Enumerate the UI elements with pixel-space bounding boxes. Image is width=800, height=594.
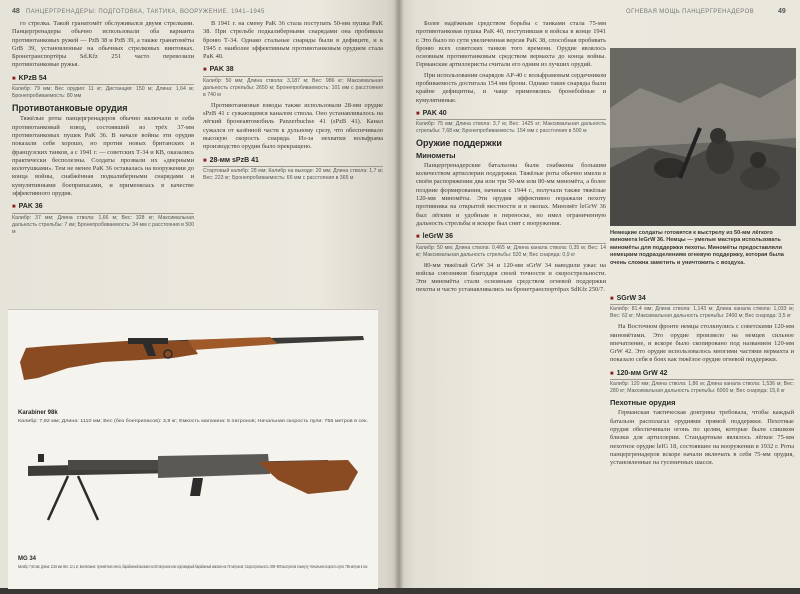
figure1-caption-title: Karabiner 98k (18, 410, 58, 416)
page-number-left: 48 (12, 8, 20, 15)
running-head-right: ОГНЕВАЯ МОЩЬ ПАНЦЕРГРЕНАДЕРОВ (626, 9, 755, 15)
paragraph: Панцергренадерские батальоны были снабжены большим количеством артиллерии поддержки. Тяжёлые роты обычно имели в своём распоряжении два или три 50-мм или 80-мм миномёта, а более поздние формирования, начиная с 1944 г., получали также тяжёлые 120-мм миномёты. Эти орудия эффективно поражали пехоту противника на открытой местности и в окопах. Миномёт leGrW 36 был лёгким и удобным в переноске, но имел ограниченную дальность стрельбы и вскоре был снят с вооружения. (416, 161, 606, 227)
weapon-spec: Калибр: 50 мм; Длина ствола: 3,187 м; Вес: 986 кг; Максимальная дальность стрельбы: 2650 м; Бронепробиваемость: 101 мм с расстояния в 740 м (203, 77, 383, 98)
paragraph: го стрелка. Такой гранатомёт обслуживался двумя стрелками. Панцергренадеры обычно использовали оба варианта противотанковых ружей — PzB 38 и PzB 39, а также гранатомёты GrB 39, установленные на обычных стрелковых винтовках. Бронетранспортёры Sd.Kfz 251 часто перевозили противотанковые ружья. (12, 20, 194, 69)
weapon-heading: ■ KPzB 54 (12, 75, 194, 83)
subsection-heading: Пехотные орудия (610, 398, 676, 408)
subsection-heading: Минометы (416, 150, 456, 160)
weapon-spec: Калибр: 37 мм; Длина ствола: 1,66 м; Вес: 328 кг; Максимальная дальность стрельбы: 7 км; Бронепробиваемость: 34 мм с расстояния в 500 м (12, 214, 194, 235)
figure2-caption-text: Калибр: 7,92 мм; Длина: 1219 мм; Вес: 12,1 кг; Боепитание: пулемётная лента, барабанный магазин на 50 патронов или седловидный барабанный магазин на 75 патронов; Скорострельность: 800–900 выстрелов в минуту; Начальная скорость пули: 755 метров в сек. (18, 564, 368, 569)
right-column-2 (610, 290, 794, 588)
weapons-figure (8, 309, 378, 589)
paragraph: Германская тактическая доктрина требовала, чтобы каждый батальон располагал орудиями прямой поддержки. Пехотные орудия обеспечивали огонь по целям, которые были слишком близки для артиллерии. Стандартным являлось лёгкое 75-мм пехотное орудие leIG 18, состоявшее на вооружении в 1932 г. Роты панцергренадеров вскоре начали включать в себя 75-мм орудия, установленные на гусеничных шасси. (610, 409, 794, 467)
paragraph: Тяжёлые роты панцергренадеров обычно включали в себя противотанковый взвод, состоявший из трёх 37-мм противотанковых пушек PaK 36. В начале войны эти орудия показали себя хорошо, но против новых британских и французских танков, а с 1941 г. — советских Т-34 и КВ, оказались практически бесполезны. Солдаты прозвали их «дверными колотушками». Тем не менее PaK 36 оставалась на вооружении до конца войны, снабжённая подкалиберными снарядами и кумулятивными боеприпасами, и применялась в качестве эффективного орудия. (12, 115, 194, 198)
left-column-2 (203, 20, 383, 308)
book-gutter (394, 0, 404, 588)
photo-caption: Немецкие солдаты готовятся к выстрелу из 50-мм лёгкого миномета leGrW 36. Немцы — умелые мастера использовать миномёты для поддержки пехоты. Миномёты предоставляли немецким подразделениям огневую поддержку, которая была очень сложна заметить и уничтожить с воздуха. (610, 230, 784, 266)
paragraph: Более надёжным средством борьбы с танками стала 75-мм противотанковая пушка PaK 40, поступившая в войска в конце 1941 г. Это было по сути увеличенная версия PaK 38, способная пробивать броню всех советских танков того времени. Орудие являлось основным противотанковым средством вермахта до конца войны. Германские артиллеристы считали его одним из лучших орудий. (416, 20, 606, 69)
running-head-left: ПАНЦЕРГРЕНАДЕРЫ: ПОДГОТОВКА, ТАКТИКА, ВООРУЖЕНИЕ. 1941–1945 (26, 9, 265, 15)
figure1-caption-text: Калибр: 7,92 мм; Длина: 1110 мм; Вес (без боеприпасов): 3,9 кг; Емкость магазина: 5 патронов; Начальная скорость пули: 755 метров в сек. (18, 418, 368, 423)
weapon-heading: ■ PAK 40 (416, 110, 606, 118)
paragraph: В 1941 г. на смену PaK 36 стала поступать 50-мм пушка PaK 38. При стрельбе подкалиберными снарядами она пробивала броню Т-34. Однако стальные снаряды были в дефиците, и к 1945 г. наиболее эффективным противотанковым орудием стала PaK 40. (203, 20, 383, 61)
paragraph: При использовании снарядов AP-40 с вольфрамовым сердечником пробиваемость достигала 154 мм брони. Однако такие снаряды были крайне дефицитны, и чаще применялись бронебойные и кумулятивные. (416, 71, 606, 104)
figure2-caption-title: MG 34 (18, 556, 37, 562)
paragraph: 80-мм тяжёлый GrW 34 и 120-мм sGrW 34 наводили ужас на войска союзников благодаря своей точности и скорострельности. Эти миномёты стали основным средством огневой поддержки пехоты и часто устанавливались на бронетранспортёрах SdKfz 250/7. (416, 261, 606, 294)
weapon-spec: Калибр: 50 мм; Длина ствола: 0,465 м; Длина канала ствола: 0,35 м; Вес: 14 кг; Максимальная дальность стрельбы: 520 м; Вес снаряда: 0,9 кг (416, 244, 606, 258)
weapon-heading: ■ leGrW 36 (416, 233, 606, 241)
photo-illustration (610, 48, 796, 226)
weapons-illustration (8, 310, 378, 589)
weapon-spec: Калибр: 75 мм; Длина ствола: 3,7 м; Вес: 1425 кг; Максимальная дальность стрельбы: 7,68 км; Бронепробиваемость: 154 мм с расстояния в 500 м (416, 121, 606, 135)
weapon-heading: ■ PAK 36 (12, 203, 194, 211)
right-column-1 (416, 20, 606, 588)
left-column-1 (12, 20, 194, 308)
section-heading: Противотанковые орудия (12, 103, 128, 114)
weapon-heading: ■ 120-мм GrW 42 (610, 370, 794, 378)
weapon-spec: Калибр: 79 мм; Вес орудия: 11 кг; Дистанция: 150 м; Длина: 1,64 м; Бронепробиваемость: 80 мм (12, 86, 194, 100)
rifle-illustration (20, 336, 364, 380)
paragraph: Противотанковые взводы также использовали 28-мм орудие sPzB 41 с сужающимся каналом ствола. Оно устанавливалось на лёгкий бронеавтомобиль Panzerbuchse 41 (sPzB 41). Канал сужался от казённой части к дульному срезу, что обеспечивало высокую скорость снаряда. Из-за нехватки вольфрама производство орудия было прекращено. (203, 101, 383, 151)
weapon-heading: ■ SGrW 34 (610, 295, 794, 303)
section-heading: Оружие поддержки (416, 138, 502, 149)
weapon-spec: Стартовый калибр: 28 мм; Калибр на выходе: 20 мм; Длина ствола: 1,7 м; Вес: 223 кг; Бронепробиваемость: 66 мм с расстояния в 365 м (203, 167, 383, 181)
weapon-heading: ■ 28-мм sPzB 41 (203, 157, 383, 165)
mortar-crew-photo (610, 48, 796, 226)
weapon-spec: Калибр: 81,4 мм; Длина ствола: 1,143 м; Длина канала ствола: 1,033 м; Вес: 62 кг; Максимальная дальность стрельбы: 2400 м; Вес снаряда: 3,5 кг (610, 306, 794, 320)
paragraph: На Восточном фронте немцы столкнулись с советскими 120-мм миномётами. Это орудие произвело на немцев сильное впечатление, и вскоре было скопировано под названием 120-мм GrW 42. Это орудие использовалось многими частями вермахта и показало себя в боях как тяжёлое орудие огневой поддержки. (610, 323, 794, 364)
machine-gun-illustration (28, 454, 358, 520)
page-number-right: 49 (778, 8, 786, 15)
weapon-spec: Калибр: 120 мм; Длина ствола: 1,86 м; Длина канала ствола: 1,536 м; Вес: 280 кг; Максимальная дальность стрельбы: 6000 м; Вес снаряда: 15,6 кг (610, 381, 794, 395)
weapon-heading: ■ PAK 38 (203, 66, 383, 74)
left-page (0, 0, 398, 588)
